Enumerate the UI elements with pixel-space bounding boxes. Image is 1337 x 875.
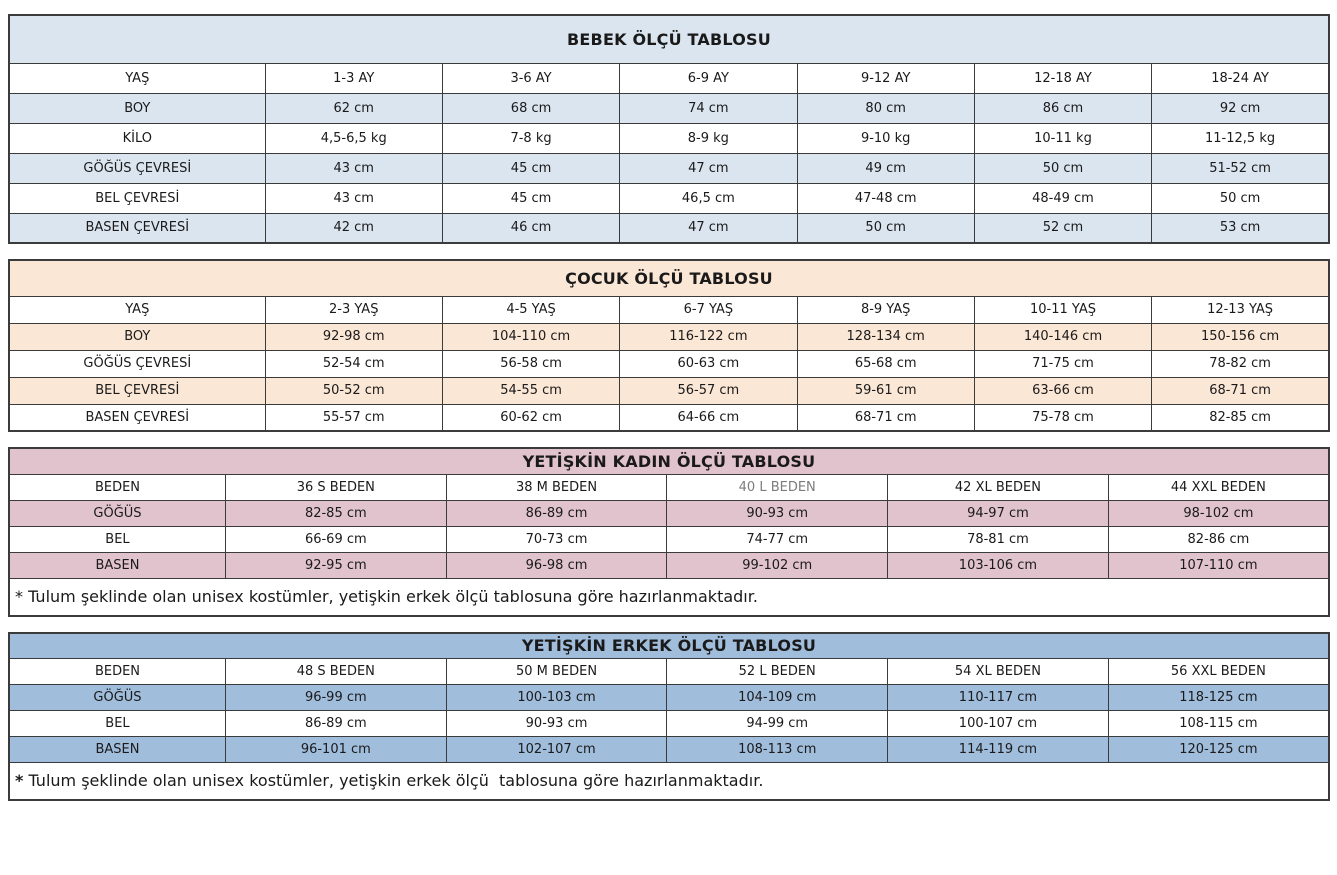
row-label-cell: BOY	[9, 323, 265, 350]
value-cell: 48 S BEDEN	[225, 659, 446, 685]
value-cell: 103-106 cm	[888, 552, 1109, 578]
value-cell: 43 cm	[265, 153, 442, 183]
row-label-cell: BEL ÇEVRESİ	[9, 183, 265, 213]
value-cell: 120-125 cm	[1108, 737, 1329, 763]
value-cell: 90-93 cm	[446, 711, 667, 737]
value-cell: 9-12 AY	[797, 63, 974, 93]
value-cell: 54 XL BEDEN	[888, 659, 1109, 685]
row-label-cell: BEL ÇEVRESİ	[9, 377, 265, 404]
value-cell: 74-77 cm	[667, 526, 888, 552]
row-label-cell: BASEN ÇEVRESİ	[9, 213, 265, 243]
value-cell: 55-57 cm	[265, 404, 442, 431]
value-cell: 110-117 cm	[888, 685, 1109, 711]
row-label-cell: BOY	[9, 93, 265, 123]
value-cell: 140-146 cm	[974, 323, 1151, 350]
value-cell: 46,5 cm	[620, 183, 797, 213]
table-note-row	[9, 763, 1329, 801]
value-cell: 68-71 cm	[797, 404, 974, 431]
value-cell: 49 cm	[797, 153, 974, 183]
value-cell: 51-52 cm	[1152, 153, 1329, 183]
row-label-cell: BEDEN	[9, 474, 225, 500]
table-title: ÇOCUK ÖLÇÜ TABLOSU	[9, 260, 1329, 296]
table-row	[9, 659, 1329, 685]
table-row	[9, 685, 1329, 711]
value-cell: 9-10 kg	[797, 123, 974, 153]
baby-size-table-section	[8, 14, 1330, 244]
row-label-cell: BASEN	[9, 737, 225, 763]
row-label-cell: GÖĞÜS ÇEVRESİ	[9, 350, 265, 377]
value-cell: 11-12,5 kg	[1152, 123, 1329, 153]
value-cell: 42 XL BEDEN	[888, 474, 1109, 500]
table-row	[9, 474, 1329, 500]
value-cell: 60-62 cm	[442, 404, 619, 431]
value-cell: 108-113 cm	[667, 737, 888, 763]
table-row	[9, 153, 1329, 183]
table-title-row	[9, 633, 1329, 659]
table-row	[9, 93, 1329, 123]
value-cell: 12-13 YAŞ	[1152, 296, 1329, 323]
value-cell: 80 cm	[797, 93, 974, 123]
value-cell: 44 XXL BEDEN	[1108, 474, 1329, 500]
row-label-cell: BASEN ÇEVRESİ	[9, 404, 265, 431]
table-title-row	[9, 448, 1329, 474]
table-row	[9, 711, 1329, 737]
value-cell: 3-6 AY	[442, 63, 619, 93]
value-cell: 86-89 cm	[225, 711, 446, 737]
value-cell: 82-86 cm	[1108, 526, 1329, 552]
table-row	[9, 552, 1329, 578]
table-row	[9, 737, 1329, 763]
value-cell: 66-69 cm	[225, 526, 446, 552]
baby-size-table	[8, 14, 1330, 244]
value-cell: 100-103 cm	[446, 685, 667, 711]
row-label-cell: BEL	[9, 526, 225, 552]
size-charts-page	[8, 14, 1330, 801]
value-cell: 75-78 cm	[974, 404, 1151, 431]
value-cell: 78-82 cm	[1152, 350, 1329, 377]
row-label-cell: BEL	[9, 711, 225, 737]
table-title-row	[9, 15, 1329, 63]
value-cell: 65-68 cm	[797, 350, 974, 377]
value-cell: 82-85 cm	[1152, 404, 1329, 431]
child-size-table	[8, 259, 1330, 432]
value-cell: 48-49 cm	[974, 183, 1151, 213]
value-cell: 4,5-6,5 kg	[265, 123, 442, 153]
value-cell: 6-7 YAŞ	[620, 296, 797, 323]
value-cell: 82-85 cm	[225, 500, 446, 526]
value-cell: 107-110 cm	[1108, 552, 1329, 578]
value-cell: 150-156 cm	[1152, 323, 1329, 350]
value-cell: 74 cm	[620, 93, 797, 123]
adult-men-size-table	[8, 632, 1330, 802]
value-cell: 53 cm	[1152, 213, 1329, 243]
table-row	[9, 183, 1329, 213]
value-cell: 40 L BEDEN	[667, 474, 888, 500]
value-cell: 60-63 cm	[620, 350, 797, 377]
value-cell: 63-66 cm	[974, 377, 1151, 404]
value-cell: 52 L BEDEN	[667, 659, 888, 685]
value-cell: 71-75 cm	[974, 350, 1151, 377]
value-cell: 96-99 cm	[225, 685, 446, 711]
value-cell: 86 cm	[974, 93, 1151, 123]
value-cell: 108-115 cm	[1108, 711, 1329, 737]
value-cell: 92 cm	[1152, 93, 1329, 123]
value-cell: 43 cm	[265, 183, 442, 213]
adult-men-size-table-section	[8, 632, 1330, 802]
value-cell: 1-3 AY	[265, 63, 442, 93]
value-cell: 56 XXL BEDEN	[1108, 659, 1329, 685]
child-size-table-section	[8, 259, 1330, 432]
value-cell: 38 M BEDEN	[446, 474, 667, 500]
value-cell: 2-3 YAŞ	[265, 296, 442, 323]
value-cell: 47-48 cm	[797, 183, 974, 213]
value-cell: 98-102 cm	[1108, 500, 1329, 526]
table-row	[9, 526, 1329, 552]
table-title-row	[9, 260, 1329, 296]
value-cell: 54-55 cm	[442, 377, 619, 404]
table-body	[9, 296, 1329, 431]
table-row	[9, 63, 1329, 93]
value-cell: 50 M BEDEN	[446, 659, 667, 685]
value-cell: 70-73 cm	[446, 526, 667, 552]
value-cell: 50 cm	[797, 213, 974, 243]
value-cell: 59-61 cm	[797, 377, 974, 404]
value-cell: 68 cm	[442, 93, 619, 123]
value-cell: 47 cm	[620, 213, 797, 243]
value-cell: 104-109 cm	[667, 685, 888, 711]
row-label-cell: YAŞ	[9, 296, 265, 323]
value-cell: 50 cm	[1152, 183, 1329, 213]
value-cell: 46 cm	[442, 213, 619, 243]
value-cell: 64-66 cm	[620, 404, 797, 431]
value-cell: 52 cm	[974, 213, 1151, 243]
value-cell: 92-95 cm	[225, 552, 446, 578]
table-note: * Tulum şeklinde olan unisex kostümler, yetişkin erkek ölçü tablosuna göre hazırlanmaktadır.	[9, 578, 1329, 616]
value-cell: 118-125 cm	[1108, 685, 1329, 711]
value-cell: 7-8 kg	[442, 123, 619, 153]
table-title: YETİŞKİN KADIN ÖLÇÜ TABLOSU	[9, 448, 1329, 474]
value-cell: 6-9 AY	[620, 63, 797, 93]
row-label-cell: GÖĞÜS ÇEVRESİ	[9, 153, 265, 183]
value-cell: 116-122 cm	[620, 323, 797, 350]
value-cell: 78-81 cm	[888, 526, 1109, 552]
value-cell: 56-57 cm	[620, 377, 797, 404]
value-cell: 12-18 AY	[974, 63, 1151, 93]
value-cell: 62 cm	[265, 93, 442, 123]
value-cell: 10-11 YAŞ	[974, 296, 1151, 323]
value-cell: 94-99 cm	[667, 711, 888, 737]
row-label-cell: GÖĞÜS	[9, 685, 225, 711]
table-row	[9, 213, 1329, 243]
table-title: YETİŞKİN ERKEK ÖLÇÜ TABLOSU	[9, 633, 1329, 659]
row-label-cell: GÖĞÜS	[9, 500, 225, 526]
adult-women-size-table	[8, 447, 1330, 617]
value-cell: 94-97 cm	[888, 500, 1109, 526]
row-label-cell: YAŞ	[9, 63, 265, 93]
value-cell: 18-24 AY	[1152, 63, 1329, 93]
value-cell: 104-110 cm	[442, 323, 619, 350]
row-label-cell: BEDEN	[9, 659, 225, 685]
value-cell: 36 S BEDEN	[225, 474, 446, 500]
value-cell: 100-107 cm	[888, 711, 1109, 737]
value-cell: 102-107 cm	[446, 737, 667, 763]
value-cell: 114-119 cm	[888, 737, 1109, 763]
table-row	[9, 404, 1329, 431]
table-row	[9, 296, 1329, 323]
value-cell: 8-9 YAŞ	[797, 296, 974, 323]
table-row	[9, 323, 1329, 350]
value-cell: 50-52 cm	[265, 377, 442, 404]
table-title: BEBEK ÖLÇÜ TABLOSU	[9, 15, 1329, 63]
value-cell: 68-71 cm	[1152, 377, 1329, 404]
value-cell: 92-98 cm	[265, 323, 442, 350]
value-cell: 52-54 cm	[265, 350, 442, 377]
value-cell: 10-11 kg	[974, 123, 1151, 153]
table-row	[9, 350, 1329, 377]
value-cell: 45 cm	[442, 183, 619, 213]
value-cell: 99-102 cm	[667, 552, 888, 578]
table-body	[9, 659, 1329, 801]
value-cell: 8-9 kg	[620, 123, 797, 153]
table-note-row	[9, 578, 1329, 616]
table-note: * Tulum şeklinde olan unisex kostümler, yetişkin erkek ölçü tablosuna göre hazırlanmaktadır.	[9, 763, 1329, 801]
table-row	[9, 123, 1329, 153]
value-cell: 4-5 YAŞ	[442, 296, 619, 323]
value-cell: 42 cm	[265, 213, 442, 243]
table-body	[9, 474, 1329, 616]
value-cell: 96-101 cm	[225, 737, 446, 763]
value-cell: 128-134 cm	[797, 323, 974, 350]
row-label-cell: BASEN	[9, 552, 225, 578]
table-row	[9, 377, 1329, 404]
value-cell: 96-98 cm	[446, 552, 667, 578]
row-label-cell: KİLO	[9, 123, 265, 153]
value-cell: 90-93 cm	[667, 500, 888, 526]
value-cell: 50 cm	[974, 153, 1151, 183]
value-cell: 47 cm	[620, 153, 797, 183]
value-cell: 86-89 cm	[446, 500, 667, 526]
value-cell: 56-58 cm	[442, 350, 619, 377]
table-body	[9, 63, 1329, 243]
table-row	[9, 500, 1329, 526]
value-cell: 45 cm	[442, 153, 619, 183]
adult-women-size-table-section	[8, 447, 1330, 617]
